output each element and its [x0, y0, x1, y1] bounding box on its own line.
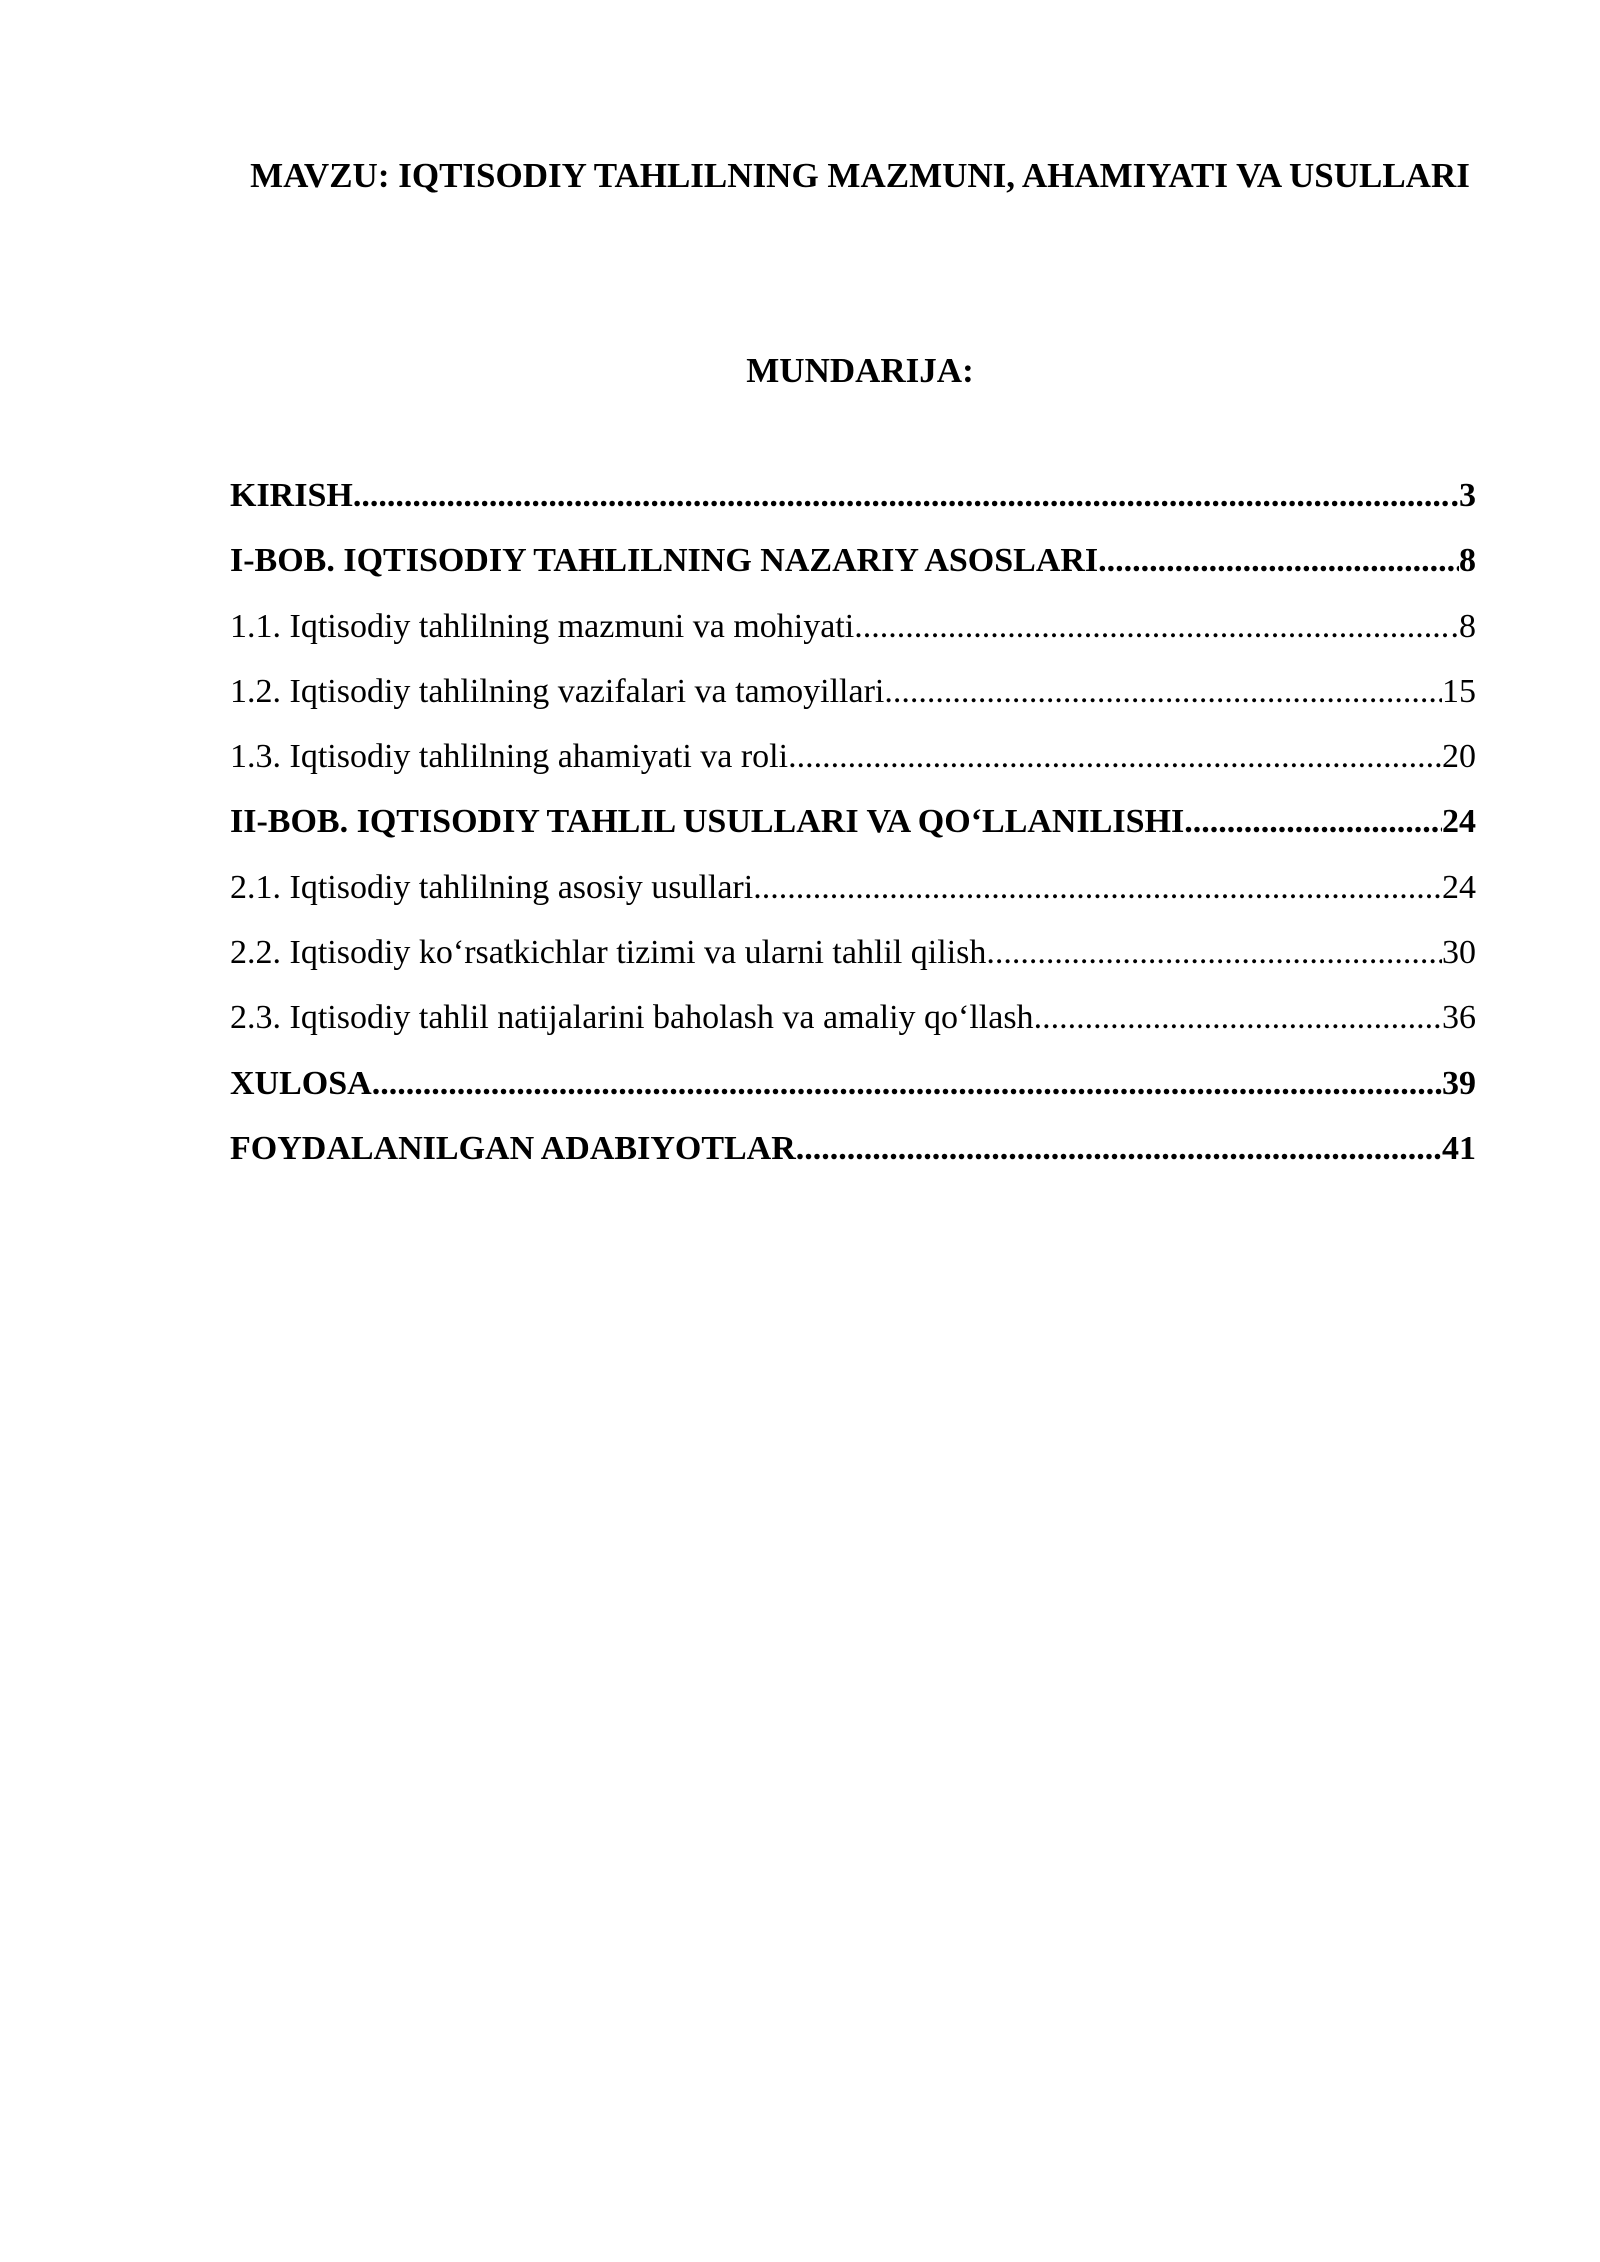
toc-entry-title: 1.2. Iqtisodiy tahlilning vazifalari va tamoyillari [230, 672, 885, 710]
toc-entry-title: 2.2. Iqtisodiy ko‘rsatkichlar tizimi va ularni tahlil qilish [230, 934, 987, 972]
toc-entry-title: 2.3. Iqtisodiy tahlil natijalarini baholash va amaliy qo‘llash [230, 999, 1034, 1037]
toc-entry[interactable] [230, 673, 1476, 738]
toc-leader-dots [1184, 803, 1442, 841]
toc-entry-title: FOYDALANILGAN ADABIYOTLAR [230, 1129, 796, 1167]
toc-entry-page: 8 [1459, 542, 1476, 580]
toc-entry-title: XULOSA [230, 1064, 372, 1102]
toc-entry[interactable] [230, 934, 1476, 999]
toc-leader-dots [753, 869, 1442, 907]
toc-entry-page: 20 [1442, 738, 1476, 776]
toc-entry[interactable] [230, 608, 1476, 673]
toc-leader-dots [796, 1130, 1442, 1168]
toc-entry-title: 1.3. Iqtisodiy tahlilning ahamiyati va roli [230, 738, 789, 776]
toc-leader-dots [1034, 999, 1442, 1037]
toc-entry[interactable] [230, 1065, 1476, 1130]
toc-entry-title: 1.1. Iqtisodiy tahlilning mazmuni va mohiyati [230, 607, 855, 645]
toc-entry-title: I-BOB. IQTISODIY TAHLILNING NAZARIY ASOSLARI [230, 542, 1099, 580]
toc-entry-page: 24 [1442, 868, 1476, 906]
toc-entry-page: 24 [1442, 803, 1476, 841]
toc-leader-dots [788, 738, 1442, 776]
toc-entry-title: II-BOB. IQTISODIY TAHLIL USULLARI VA QO‘LLANILISHI [230, 803, 1185, 841]
document-title: MAVZU: IQTISODIY TAHLILNING MAZMUNI, AHAMIYATI VA USULLARI [250, 156, 1470, 195]
contents-heading: MUNDARIJA: [746, 351, 974, 390]
toc-entry-title: 2.1. Iqtisodiy tahlilning asosiy usullari [230, 868, 754, 906]
toc-leader-dots [986, 934, 1442, 972]
toc-leader-dots [1098, 542, 1459, 580]
toc-leader-dots [884, 673, 1442, 711]
toc-entry[interactable] [230, 738, 1476, 803]
toc-entry-title: KIRISH [230, 477, 353, 514]
toc-entry-page: 15 [1442, 672, 1476, 710]
toc-entry[interactable] [230, 869, 1476, 934]
toc-entry-page: 36 [1442, 999, 1476, 1037]
toc-entry-page: .3 [1450, 477, 1476, 514]
toc-entry[interactable] [230, 803, 1476, 868]
toc-leader-dots [854, 608, 1450, 646]
toc-leader-dots [353, 477, 1451, 515]
toc-entry-page: 30 [1442, 934, 1476, 972]
table-of-contents [230, 477, 1476, 1195]
toc-leader-dots [372, 1065, 1442, 1103]
toc-entry[interactable] [230, 1130, 1476, 1195]
toc-entry-page: 39 [1442, 1064, 1476, 1102]
toc-entry-page: .8 [1450, 607, 1476, 645]
toc-entry[interactable] [230, 999, 1476, 1064]
toc-entry[interactable] [230, 477, 1476, 542]
toc-entry[interactable] [230, 542, 1476, 607]
toc-entry-page: 41 [1442, 1129, 1476, 1167]
